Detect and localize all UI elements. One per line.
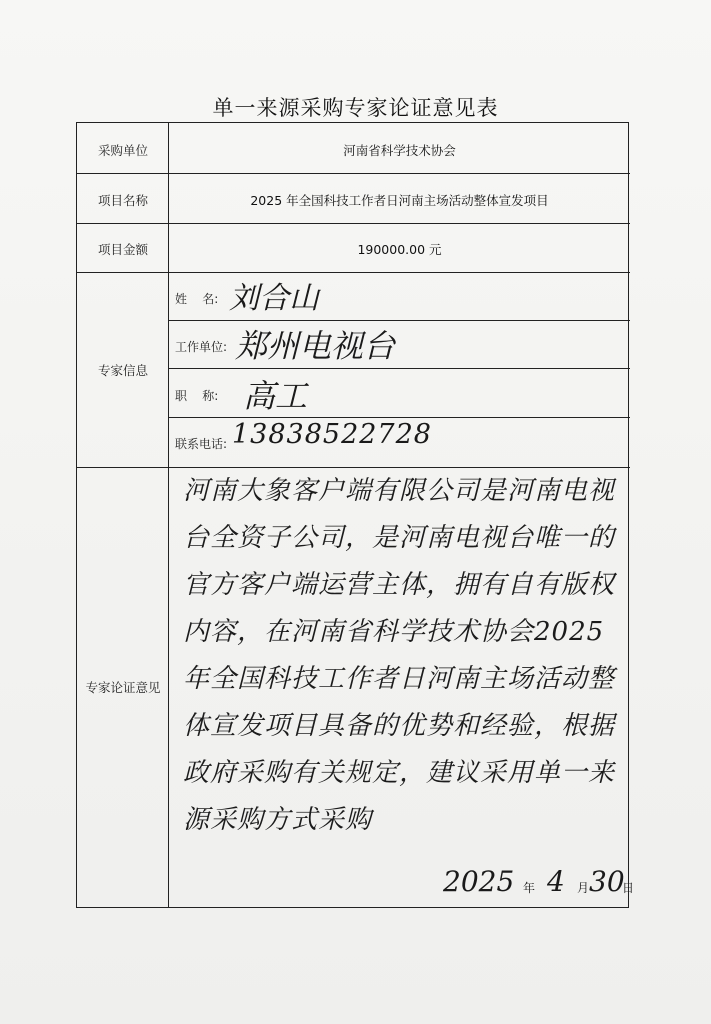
date-year: 2025 bbox=[443, 865, 515, 898]
date-month-label: 月 bbox=[577, 881, 590, 895]
amount-label: 项目金额 bbox=[97, 242, 148, 257]
purchaser-label: 采购单位 bbox=[97, 143, 148, 158]
project-name-label: 项目名称 bbox=[97, 193, 148, 208]
date-day-label: 日 bbox=[622, 881, 635, 895]
row-divider bbox=[77, 272, 630, 273]
document-title: 单一来源采购专家论证意见表 bbox=[212, 96, 499, 120]
date-month: 4 bbox=[547, 865, 565, 898]
row-divider bbox=[77, 223, 630, 224]
expert-title-handwritten: 高工 bbox=[243, 377, 308, 415]
expert-name-label: 姓 名: bbox=[175, 292, 219, 306]
row-divider bbox=[77, 173, 630, 174]
project-name-value: 2025 年全国科技工作者日河南主场活动整体宣发项目 bbox=[250, 193, 549, 208]
expert-phone-label: 联系电话: bbox=[175, 437, 228, 451]
expert-title-label: 职 称: bbox=[175, 389, 219, 403]
form-table bbox=[76, 122, 635, 908]
sub-row-divider bbox=[169, 417, 630, 418]
date-year-label: 年 bbox=[523, 881, 536, 895]
sub-row-divider bbox=[169, 368, 630, 369]
purchaser-value: 河南省科学技术协会 bbox=[343, 143, 456, 158]
date-day: 30 bbox=[589, 865, 625, 898]
amount-value: 190000.00 元 bbox=[357, 242, 442, 257]
expert-unit-label: 工作单位: bbox=[175, 340, 228, 354]
expert-name-handwritten: 刘合山 bbox=[229, 281, 319, 316]
opinion-handwritten-text: 河南大象客户端有限公司是河南电视台全资子公司，是河南电视台唯一的官方客户端运营主体，拥有自有版权内容，在河南省科学技术协会2025年全国科技工作者日河南主场活动整体宣发项目具备的优势和经验，根据政府采购有关规定，建议采用单一来源采购方式采购 bbox=[183, 476, 616, 835]
opinion-label: 专家论证意见 bbox=[85, 680, 161, 695]
expert-unit-handwritten: 郑州电视台 bbox=[235, 327, 396, 365]
expert-phone-handwritten: 13838522728 bbox=[232, 419, 432, 450]
expert-info-label: 专家信息 bbox=[97, 363, 148, 378]
